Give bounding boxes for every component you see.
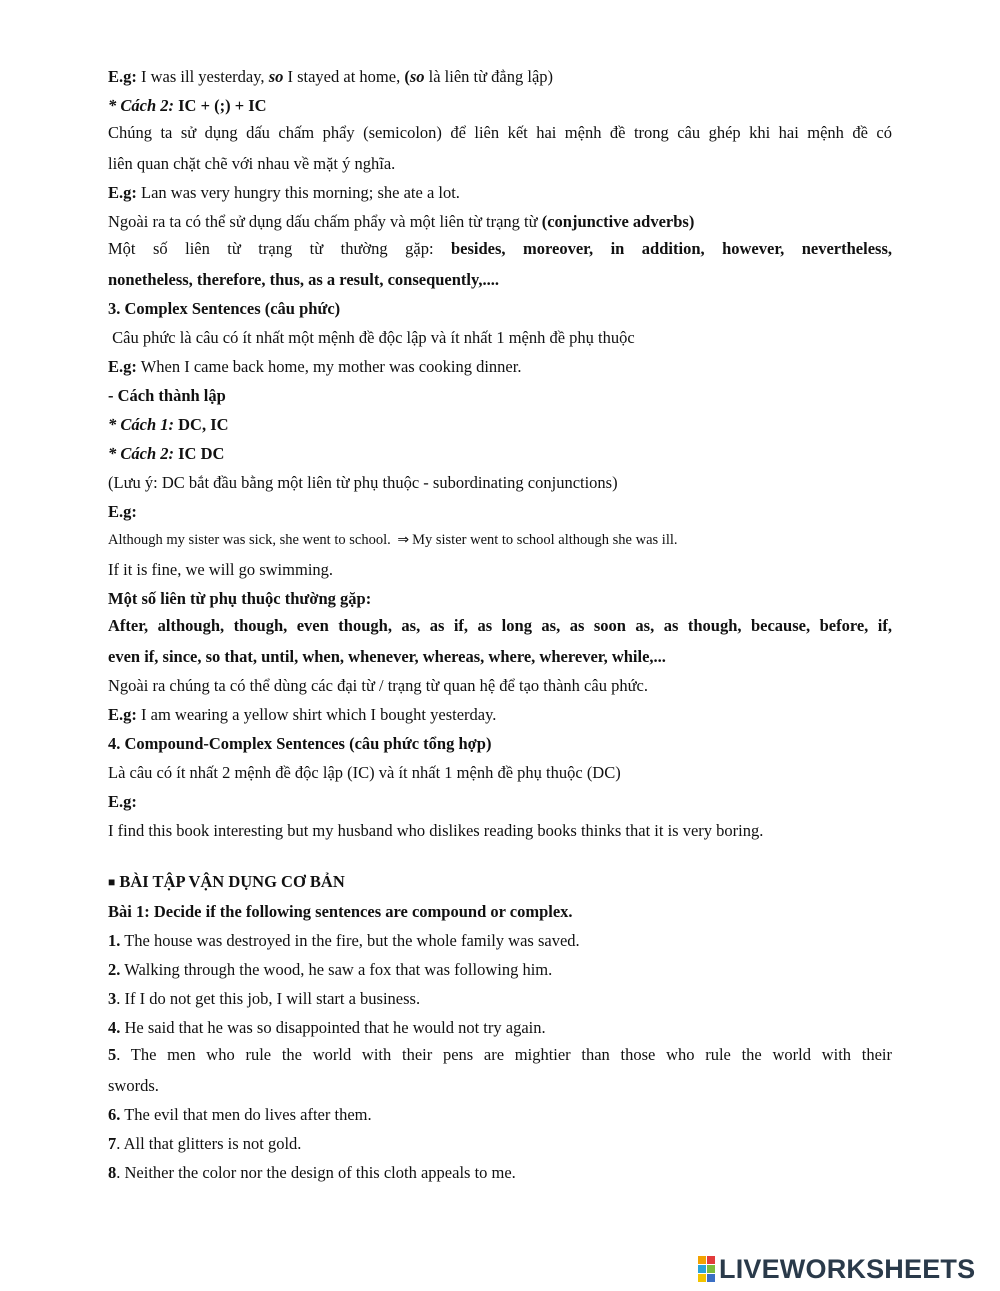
semicolon-paragraph-line1: Chúng ta sử dụng dấu chấm phẩy (semicolon) để liên kết hai mệnh đề trong câu ghép khi hai mệnh đề có <box>108 123 892 142</box>
method-2: * Cách 2: IC DC <box>108 444 225 463</box>
subordinators-list-line1: After, although, though, even though, as, as if, as long as, as soon as, as though, because, before, if, <box>108 616 892 635</box>
example-semicolon: E.g: Lan was very hungry this morning; she ate a lot. <box>108 183 460 202</box>
right-arrow-icon: ⇒ <box>397 532 410 548</box>
logo-block-3 <box>698 1265 706 1273</box>
section-4-heading: 4. Compound-Complex Sentences (câu phức tổng hợp) <box>108 734 492 753</box>
subordinators-list-line2: even if, since, so that, until, when, whenever, whereas, where, wherever, while,... <box>108 647 666 666</box>
exercise-item-4: 4. He said that he was so disappointed that he would not try again. <box>108 1018 546 1037</box>
exercise-item-5: 5. The men who rule the world with their pens are mightier than those who rule the world with their <box>108 1045 892 1064</box>
semicolon-paragraph-line2: liên quan chặt chẽ với nhau về mặt ý nghĩa. <box>108 154 396 173</box>
exercise-item-3: 3. If I do not get this job, I will start a business. <box>108 989 421 1008</box>
example-label-2: E.g: <box>108 792 137 811</box>
example-so: E.g: I was ill yesterday, so I stayed at home, (so là liên từ đẳng lập) <box>108 67 554 86</box>
example-relative: E.g: I am wearing a yellow shirt which I bought yesterday. <box>108 705 497 724</box>
exercise-item-7: 7. All that glitters is not gold. <box>108 1134 302 1153</box>
logo-block-6 <box>707 1274 715 1282</box>
adverbs-list-line2: nonetheless, therefore, thus, as a result, consequently,.... <box>108 270 499 289</box>
exercise-item-1: 1. The house was destroyed in the fire, but the whole family was saved. <box>108 931 580 950</box>
method-2-heading: * Cách 2: IC + (;) + IC <box>108 96 267 115</box>
section-3-heading: 3. Complex Sentences (câu phức) <box>108 299 341 318</box>
complex-definition: Câu phức là câu có ít nhất một mệnh đề độc lập và ít nhất 1 mệnh đề phụ thuộc <box>108 328 635 347</box>
compound-complex-definition: Là câu có ít nhất 2 mệnh đề độc lập (IC) và ít nhất 1 mệnh đề phụ thuộc (DC) <box>108 763 621 782</box>
relative-note: Ngoài ra chúng ta có thể dùng các đại từ / trạng từ quan hệ để tạo thành câu phức. <box>108 676 648 695</box>
square-bullet-icon: ■ <box>108 875 116 889</box>
example-complex: E.g: When I came back home, my mother was cooking dinner. <box>108 357 522 376</box>
document-page <box>108 62 892 1187</box>
subordinators-heading: Một số liên từ phụ thuộc thường gặp: <box>108 589 372 608</box>
conjunctive-adverbs-note: Ngoài ra ta có thể sử dụng dấu chấm phẩy và một liên từ trạng từ (conjunctive adverbs) <box>108 212 695 231</box>
formation-heading: - Cách thành lập <box>108 386 226 405</box>
logo-block-4 <box>707 1265 715 1273</box>
brand-name: LIVEWORKSHEETS <box>719 1253 976 1284</box>
exercise-item-2: 2. Walking through the wood, he saw a fox that was following him. <box>108 960 553 979</box>
subordinating-note: (Lưu ý: DC bắt đầu bằng một liên từ phụ thuộc - subordinating conjunctions) <box>108 473 618 492</box>
exercise-task: Bài 1: Decide if the following sentences are compound or complex. <box>108 902 573 921</box>
exercise-item-5-cont: swords. <box>108 1076 159 1095</box>
example-label: E.g: <box>108 502 137 521</box>
example-if: If it is fine, we will go swimming. <box>108 560 334 579</box>
exercise-item-6: 6. The evil that men do lives after them. <box>108 1105 372 1124</box>
logo-block-1 <box>698 1256 706 1264</box>
example-although: Although my sister was sick, she went to school. ⇒ My sister went to school although she was ill. <box>108 532 678 548</box>
logo-blocks-icon <box>698 1256 715 1282</box>
exercise-item-8: 8. Neither the color nor the design of this cloth appeals to me. <box>108 1163 516 1182</box>
logo-block-2 <box>707 1256 715 1264</box>
method-1: * Cách 1: DC, IC <box>108 415 229 434</box>
exercise-heading: ■ BÀI TẬP VẬN DỤNG CƠ BẢN <box>108 872 345 891</box>
liveworksheets-logo[interactable] <box>698 1252 975 1286</box>
logo-block-5 <box>698 1274 706 1282</box>
compound-complex-example: I find this book interesting but my husband who dislikes reading books thinks that it is very boring. <box>108 821 764 840</box>
adverbs-list-line1: Một số liên từ trạng từ thường gặp: besides, moreover, in addition, however, nevertheless, <box>108 239 892 258</box>
